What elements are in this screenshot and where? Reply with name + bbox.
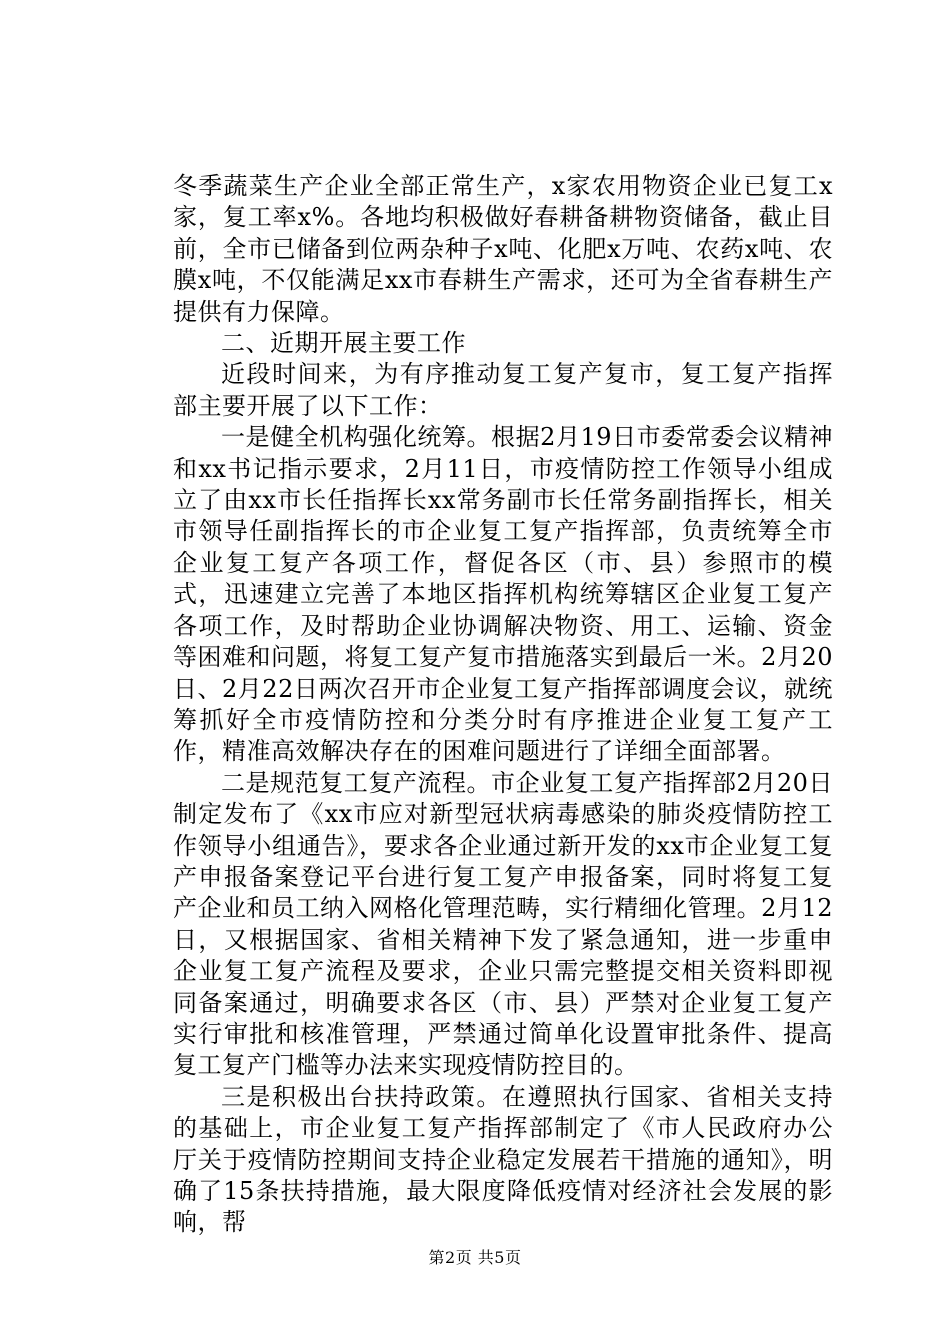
section-heading: 二、近期开展主要工作 [221,329,466,358]
paragraph-item-3: 三是积极出台扶持政策。在遵照执行国家、省相关支持的基础上，市企业复工复产指挥部制定了《市人民政府办公厅关于疫情防控期间支持企业稳定发展若干措施的通知》，明确了15条扶持措施，最大限度降低疫情对经济社会发展的影响，帮 [173,1082,833,1237]
paragraph-intro: 近段时间来，为有序推动复工复产复市，复工复产指挥部主要开展了以下工作： [173,360,833,420]
document-body [173,171,833,1239]
paragraph-continuation: 冬季蔬菜生产企业全部正常生产，x家农用物资企业已复工x家，复工率x%。各地均积极做好春耕备耕物资储备，截止目前，全市已储备到位两杂种子x吨、化肥x万吨、农药x吨、农膜x吨，不仅能满足xx市春耕生产需求，还可为全省春耕生产提供有力保障。 [173,172,833,326]
paragraph-item-1: 一是健全机构强化统筹。根据2月19日市委常委会议精神和xx书记指示要求，2月11日，市疫情防控工作领导小组成立了由xx市长任指挥长xx常务副市长任常务副指挥长，相关市领导任副指挥长的市企业复工复产指挥部，负责统筹全市企业复工复产各项工作，督促各区（市、县）参照市的模式，迅速建立完善了本地区指挥机构统筹辖区企业复工复产各项工作，及时帮助企业协调解决物资、用工、运输、资金等困难和问题，将复工复产复市措施落实到最后一米。2月20日、2月22日两次召开市企业复工复产指挥部调度会议，就统筹抓好全市疫情防控和分类分时有序推进企业复工复产工作，精准高效解决存在的困难问题进行了详细全面部署。 [173,423,833,766]
paragraph-item-2: 二是规范复工复产流程。市企业复工复产指挥部2月20日制定发布了《xx市应对新型冠状病毒感染的肺炎疫情防控工作领导小组通告》，要求各企业通过新开发的xx市企业复工复产申报备案登记平台进行复工复产申报备案，同时将复工复产企业和员工纳入网格化管理范畴，实行精细化管理。2月12日，又根据国家、省相关精神下发了紧急通知，进一步重申企业复工复产流程及要求，企业只需完整提交相关资料即视同备案通过，明确要求各区（市、县）严禁对企业复工复产实行审批和核准管理，严禁通过简单化设置审批条件、提高复工复产门槛等办法来实现疫情防控目的。 [173,768,833,1080]
page-footer: 第2页 共5页 [428,1248,522,1267]
